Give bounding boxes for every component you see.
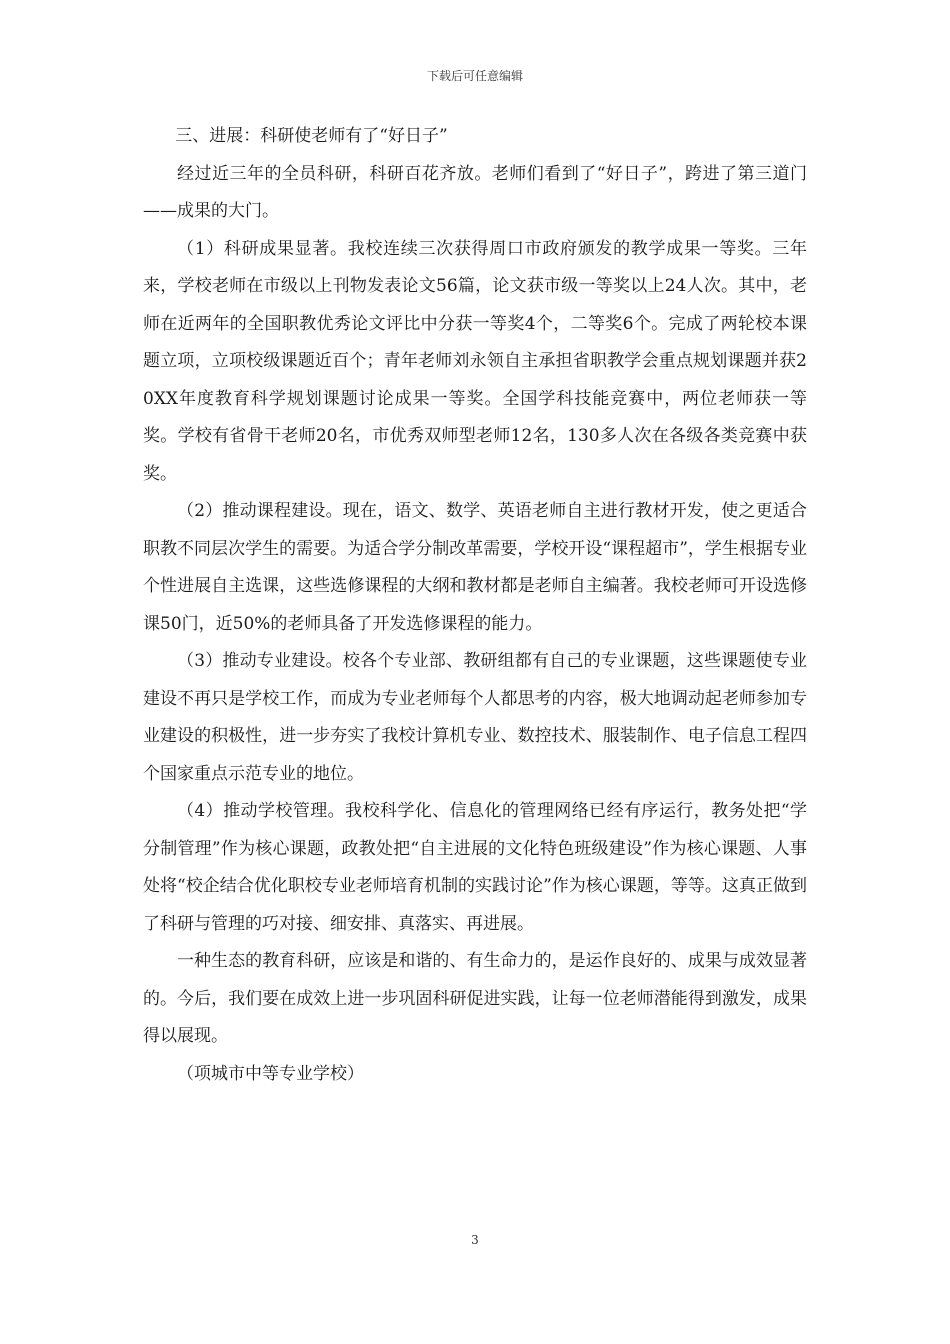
paragraph-specialty: （3）推动专业建设。校各个专业部、教研组都有自己的专业课题，这些课题使专业建设不再只是学校工作，而成为专业老师每个人都思考的内容，极大地调动起老师参加专业建设的积极性，进一步夯实了我校计算机专业、数控技术、服装制作、电子信息工程四个国家重点示范专业的地位。	[143, 651, 807, 784]
paragraph-intro: 经过近三年的全员科研，科研百花齐放。老师们看到了“好日子”，跨进了第三道门——成果的大门。	[143, 163, 807, 221]
page-header: 下载后可任意编辑	[426, 69, 523, 83]
paragraph-research-results: （1）科研成果显著。我校连续三次获得周口市政府颁发的教学成果一等奖。三年来，学校老师在市级以上刊物发表论文56篇，论文获市级一等奖以上24人次。其中，老师在近两年的全国职教优秀论文评比中分获一等奖4个，二等奖6个。完成了两轮校本课题立项，立项校级课题近百个；青年老师刘永领自主承担省职教学会重点规划课题并获20XX年度教育科学规划课题讨论成果一等奖。全国学科技能竞赛中，两位老师获一等奖。学校有省骨干老师20名，市优秀双师型老师12名，130多人次在各级各类竞赛中获奖。	[143, 238, 807, 484]
paragraph-signature: （项城市中等专业学校）	[177, 1063, 364, 1084]
paragraph-conclusion: 一种生态的教育科研，应该是和谐的、有生命力的，是运作良好的、成果与成效显著的。今后，我们要在成效上进一步巩固科研促进实践，让每一位老师潜能得到激发，成果得以展现。	[143, 951, 807, 1046]
paragraph-management: （4）推动学校管理。我校科学化、信息化的管理网络已经有序运行，教务处把“学分制管理”作为核心课题，政教处把“自主进展的文化特色班级建设”作为核心课题、人事处将“校企结合优化职校专业老师培育机制的实践讨论”作为核心课题，等等。这真正做到了科研与管理的巧对接、细安排、真落实、再进展。	[143, 801, 807, 934]
document-body	[143, 118, 807, 1093]
section-heading: 三、进展：科研使老师有了“好日子”	[175, 126, 448, 146]
paragraph-curriculum: （2）推动课程建设。现在，语文、数学、英语老师自主进行教材开发，使之更适合职教不同层次学生的需要。为适合学分制改革需要，学校开设“课程超市”，学生根据专业个性进展自主选课，这些选修课程的大纲和教材都是老师自主编著。我校老师可开设选修课50门，近50%的老师具备了开发选修课程的能力。	[143, 501, 807, 634]
page-number: 3	[471, 1233, 479, 1247]
